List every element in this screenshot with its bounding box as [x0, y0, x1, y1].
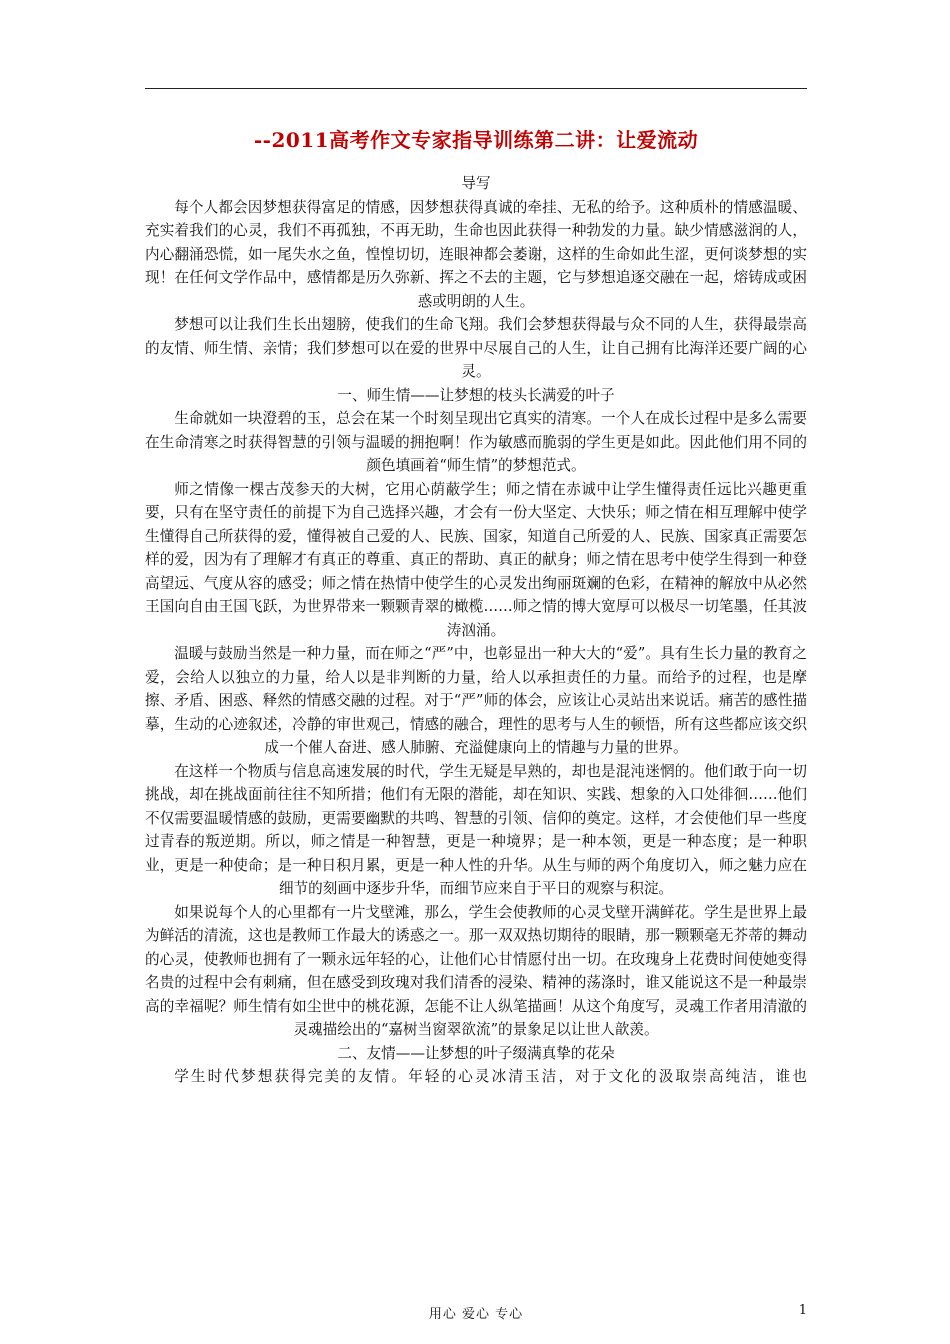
- body-paragraph: 学生时代梦想获得完美的友情。年轻的心灵冰清玉洁，对于文化的汲取崇高纯洁，谁也: [174, 1068, 807, 1085]
- section-heading: 导写: [461, 175, 491, 192]
- section-heading: 一、师生情——让梦想的枝头长满爱的叶子: [337, 386, 615, 404]
- body-paragraph: 梦想可以让我们生长出翅膀，使我们的生命飞翔。我们会梦想获得最与众不同的人生，获得最崇高的友情、师生情、亲情；我们梦想可以在爱的世界中尽展自己的人生，让自己拥有比海洋还要广阔的心灵。: [145, 316, 807, 380]
- document-title: --2011高考作文专家指导训练第二讲：让爱流动: [253, 128, 699, 152]
- footer-motto: 用心 爱心 专心: [428, 1307, 524, 1322]
- body-paragraph: 在这样一个物质与信息高速发展的时代，学生无疑是早熟的，却也是混沌迷惘的。他们敢于向一切挑战，却在挑战面前往往不知所措；他们有无限的潜能，却在知识、实践、想象的入口处徘徊……他们不仅需要温暖情感的鼓励，更需要幽默的共鸣、智慧的引领、信仰的奠定。这样，才会使他们早一些度过青春的叛逆期。所以，师之情是一种智慧，更是一种境界；是一种本领，更是一种态度；是一种职业，更是一种使命；是一种日积月累，更是一种人性的升华。从生与师的两个角度切入，师之魅力应在细节的刻画中逐步升华，而细节应来自于平日的观察与积淀。: [145, 762, 807, 897]
- body-paragraph: 每个人都会因梦想获得富足的情感，因梦想获得真诚的牵挂、无私的给予。这种质朴的情感温暖、充实着我们的心灵，我们不再孤独，不再无助，生命也因此获得一种勃发的力量。缺少情感滋润的人，内心翻涌恐慌，如一尾失水之鱼，惶惶切切，连眼神都会萎谢，这样的生命如此生涩，更何谈梦想的实现！在任何文学作品中，感情都是历久弥新、挥之不去的主题，它与梦想追逐交融在一起，熔铸成或困惑或明朗的人生。: [145, 198, 807, 310]
- body-paragraph: 如果说每个人的心里都有一片戈壁滩，那么，学生会使教师的心灵戈壁开满鲜花。学生是世界上最为鲜活的清流，这也是教师工作最大的诱惑之一。那一双双热切期待的眼睛，那一颗颗毫无芥蒂的舞动的心灵，使教师也拥有了一颗永远年轻的心，让他们心甘情愿付出一切。在玫瑰身上花费时间使她变得名贵的过程中会有刺痛，但在感受到玫瑰对我们清香的浸染、精神的荡涤时，谁又能说这不是一种最崇高的幸福呢？师生情有如尘世中的桃花源，怎能不让人纵笔描画！从这个角度写，灵魂工作者用清澈的灵魂描绘出的“嘉树当窗翠欲流”的景象足以让世人歆羡。: [145, 903, 807, 1038]
- page-number: 1: [798, 1303, 807, 1318]
- header-rule: [145, 88, 807, 89]
- section-heading: 二、友情——让梦想的叶子缀满真挚的花朵: [337, 1044, 615, 1062]
- body-paragraph: 生命就如一块澄碧的玉，总会在某一个时刻呈现出它真实的清寒。一个人在成长过程中是多么需要在生命清寒之时获得智慧的引领与温暖的拥抱啊！作为敏感而脆弱的学生更是如此。因此他们用不同的颜色填画着“师生情”的梦想范式。: [145, 410, 807, 474]
- body-paragraph: 师之情像一棵古茂参天的大树，它用心荫蔽学生；师之情在赤诚中让学生懂得责任远比兴趣更重要，只有在坚守责任的前提下为自己选择兴趣，才会有一份大坚定、大快乐；师之情在相互理解中使学生懂得自己所获得的爱，懂得被自己爱的人、民族、国家，知道自己所爱的人、民族、国家真正需要怎样的爱，因为有了理解才有真正的尊重、真正的帮助、真正的献身；师之情在思考中使学生得到一种登高望远、气度从容的感受；师之情在热情中使学生的心灵发出绚丽斑斓的色彩，在精神的解放中从必然王国向自由王国飞跃，为世界带来一颗颗青翠的橄榄……师之情的博大宽厚可以极尽一切笔墨，任其波涛汹涌。: [145, 480, 807, 639]
- body-paragraph: 温暖与鼓励当然是一种力量，而在师之“严”中，也彰显出一种大大的“爱”。具有生长力量的教育之爱，会给人以独立的力量，给人以是非判断的力量，给人以承担责任的力量。而给予的过程，也是摩擦、矛盾、困惑、释然的情感交融的过程。对于“严”师的体会，应该让心灵站出来说话。痛苦的感性描摹，生动的心迹叙述，冷静的审世观己，情感的融合，理性的思考与人生的顿悟，所有这些都应该交织成一个催人奋进、感人肺腑、充溢健康向上的情趣与力量的世界。: [145, 645, 807, 756]
- document-body: [145, 172, 807, 1089]
